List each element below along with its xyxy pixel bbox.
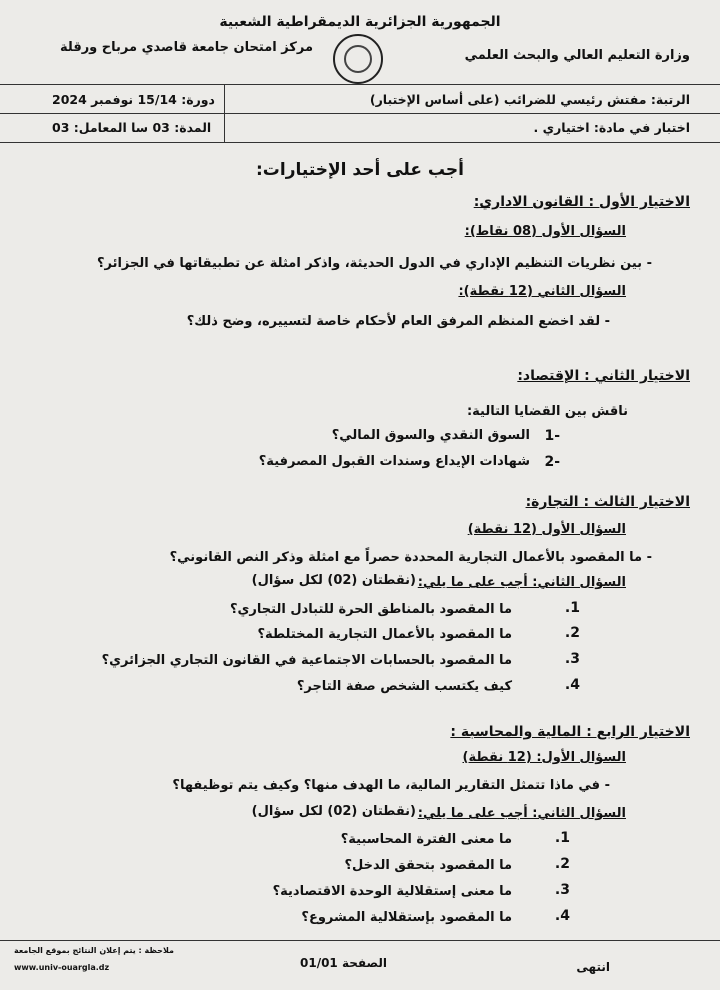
question-title: السؤال الثاني: أجب على ما يلي: (417, 575, 626, 590)
list-item: شهادات الإيداع وسندات القبول المصرفية؟ (258, 454, 530, 469)
list-item: كيف يكتسب الشخص صفة التاجر؟ (296, 679, 512, 694)
section-title: الاختيار الأول : القانون الاداري: (473, 194, 690, 210)
item-number: 2. (564, 625, 580, 641)
session-field: دورة: 15/14 نوفمبر 2024 (52, 92, 215, 107)
question-text: - لقد اخضع المنظم المرفق العام لأحكام خاصة لتسييره، وضح ذلك؟ (186, 314, 610, 329)
section-title: الاختيار الرابع : المالية والمحاسبة : (450, 724, 690, 740)
subject-field: اختبار في مادة: اختياري . (533, 120, 690, 135)
item-number: 1. (554, 830, 570, 846)
section-intro: ناقش بين القضايا التالية: (466, 404, 628, 419)
item-number: 3. (564, 651, 580, 667)
item-number: 3. (554, 882, 570, 898)
section-title: الاختيار الثاني : الإقتصاد: (517, 368, 690, 384)
item-number: -1 (544, 428, 560, 444)
website-link[interactable]: www.univ-ouargla.dz (14, 963, 110, 972)
question-text: - بين نظريات التنظيم الإداري في الدول الحديثة، واذكر امثلة عن تطبيقاتها في الجزائر؟ (96, 256, 652, 271)
list-item: السوق النقدي والسوق المالي؟ (331, 428, 530, 443)
list-item: ما المقصود بالأعمال التجارية المختلطة؟ (257, 627, 512, 642)
list-item: ما المقصود بإستقلالية المشروع؟ (301, 910, 512, 925)
results-note: ملاحظة : يتم إعلان النتائج بموقع الجامعة (14, 946, 174, 955)
list-item: ما معنى الفترة المحاسبية؟ (340, 832, 512, 847)
university-logo-icon (333, 34, 383, 84)
divider (0, 142, 720, 143)
question-title: السؤال الأول (12 نقطة) (467, 522, 626, 537)
exam-center: مركز امتحان جامعة قاصدي مرباح ورقلة (60, 40, 314, 55)
question-title: السؤال الأول: (12 نقطة) (462, 750, 626, 765)
divider (0, 84, 720, 85)
question-title: السؤال الأول (08 نقاط): (464, 224, 626, 239)
item-number: 4. (564, 677, 580, 693)
points-note: (نقطتان (02) لكل سؤال) (251, 573, 416, 588)
question-title: السؤال الثاني (12 نقطة): (458, 284, 626, 299)
rank-field: الرتبة: مفتش رئيسي للضرائب (على أساس الإختبار) (369, 92, 690, 107)
ministry-name: وزارة التعليم العالي والبحث العلمي (464, 48, 690, 63)
page-number: الصفحة 01/01 (300, 956, 387, 970)
item-number: 1. (564, 600, 580, 616)
item-number: -2 (544, 454, 560, 470)
question-text: - في ماذا تتمثل التقارير المالية، ما الهدف منها؟ وكيف يتم توظيفها؟ (172, 778, 610, 793)
question-text: - ما المقصود بالأعمال التجارية المحددة حصراً مع امثلة وذكر النص القانوني؟ (169, 550, 652, 565)
question-title: السؤال الثاني: أجب على ما يلي: (417, 806, 626, 821)
list-item: ما المقصود بالحسابات الاجتماعية في القانون التجاري الجزائري؟ (101, 653, 512, 668)
instruction-title: أجب على أحد الإختيارات: (256, 160, 464, 180)
divider (224, 84, 225, 142)
end-label: انتهى (576, 960, 610, 974)
section-title: الاختيار الثالث : التجارة: (525, 494, 690, 510)
item-number: 4. (554, 908, 570, 924)
points-note: (نقطتان (02) لكل سؤال) (251, 804, 416, 819)
republic-title: الجمهورية الجزائرية الديمقراطية الشعبية (219, 14, 501, 30)
list-item: ما معنى إستقلالية الوحدة الاقتصادية؟ (272, 884, 512, 899)
list-item: ما المقصود بالمناطق الحرة للتبادل التجاري؟ (229, 602, 512, 617)
divider (0, 113, 720, 114)
list-item: ما المقصود بتحقق الدخل؟ (344, 858, 512, 873)
footer-note (14, 946, 174, 972)
item-number: 2. (554, 856, 570, 872)
duration-field: المدة: 03 سا المعامل: 03 (52, 120, 212, 135)
